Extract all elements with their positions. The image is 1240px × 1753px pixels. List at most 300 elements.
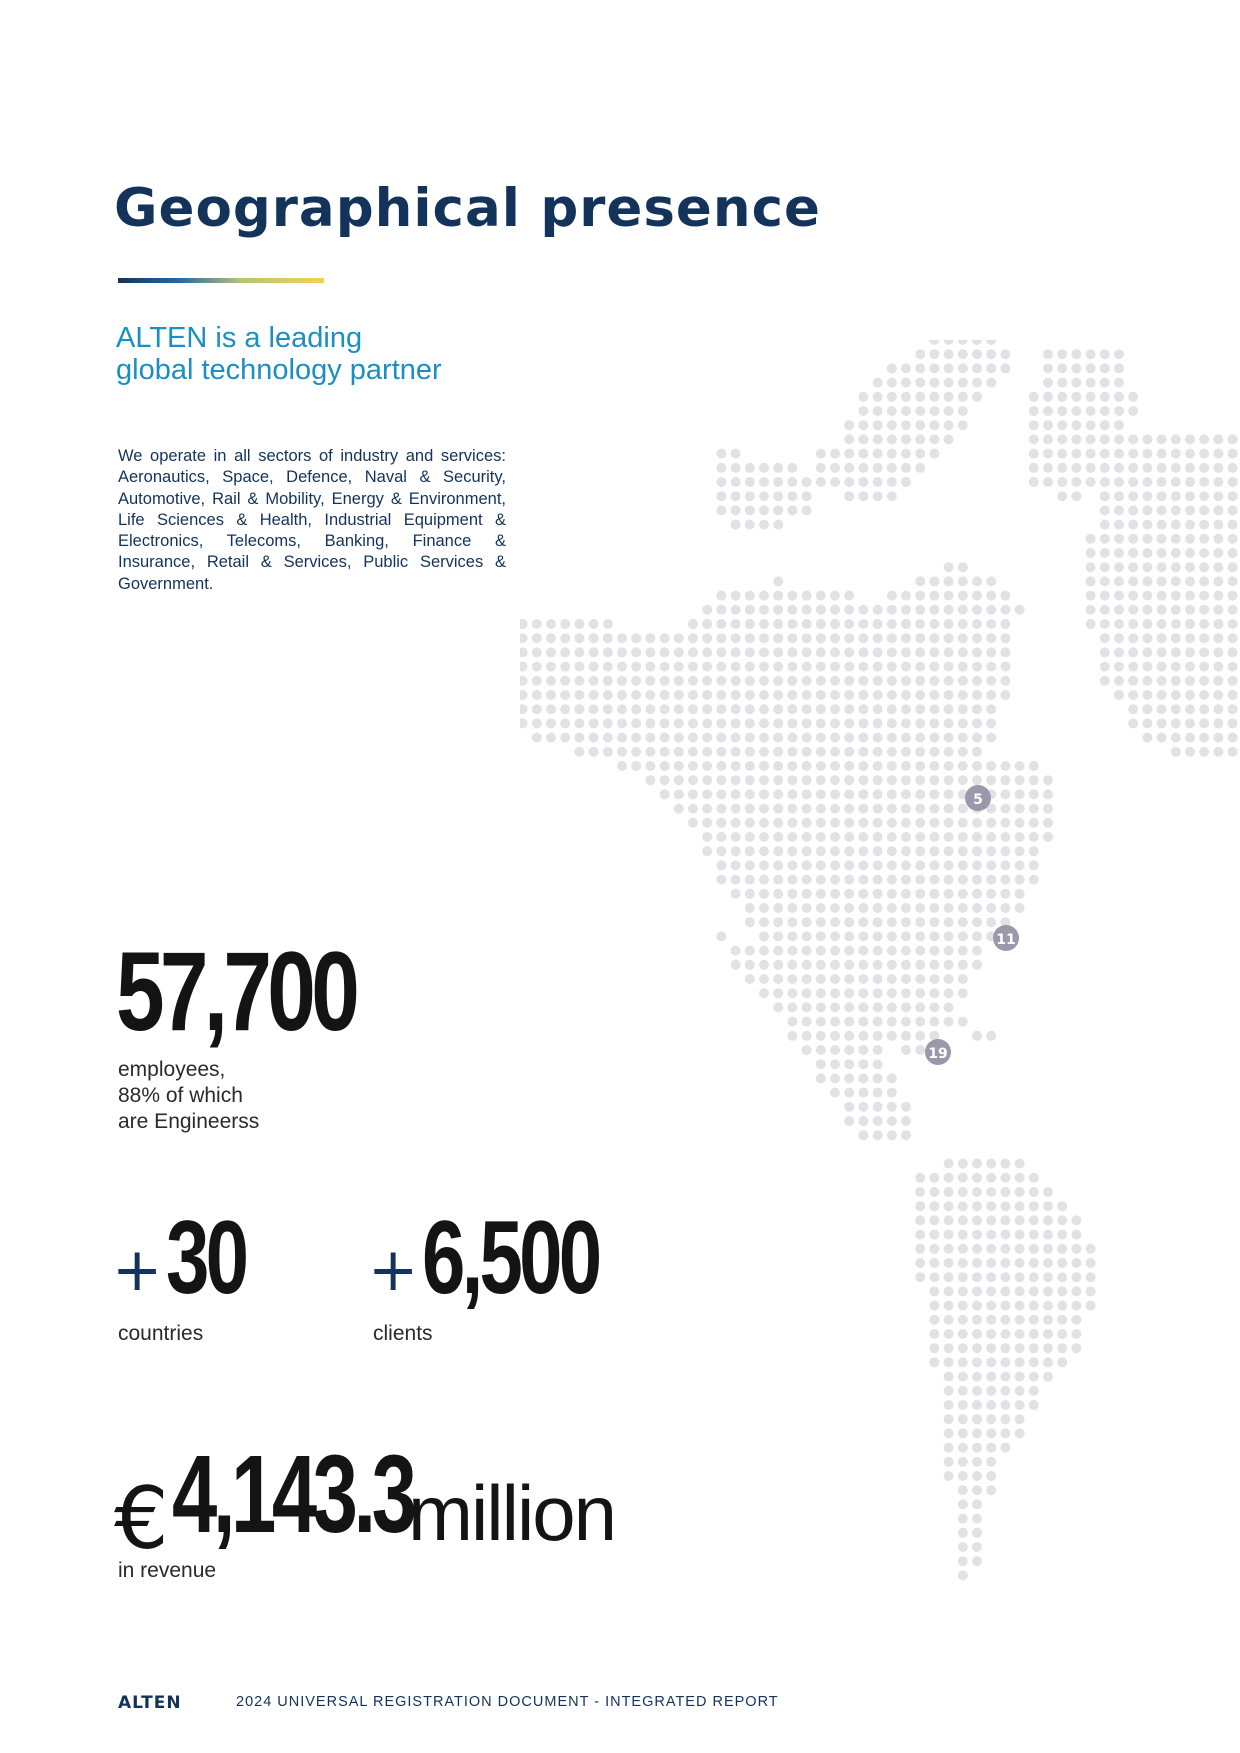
map-dot	[1157, 662, 1167, 672]
map-dot	[816, 1045, 826, 1055]
map-dot	[858, 690, 868, 700]
map-dot	[830, 733, 840, 743]
map-dot	[986, 1272, 996, 1282]
map-dot	[802, 491, 812, 501]
map-dot	[929, 340, 939, 345]
map-dot	[1171, 434, 1181, 444]
map-dot	[901, 406, 911, 416]
map-dot	[944, 1017, 954, 1027]
map-dot	[802, 761, 812, 771]
map-dot	[1228, 477, 1238, 487]
alten-logo: ALTEN	[118, 1693, 182, 1713]
map-dot	[830, 832, 840, 842]
map-dot	[958, 1556, 968, 1566]
map-dot	[887, 1130, 897, 1140]
map-dot	[631, 633, 641, 643]
map-dot	[901, 988, 911, 998]
map-dot	[887, 804, 897, 814]
map-dot	[929, 1002, 939, 1012]
map-dot	[1128, 548, 1138, 558]
map-dot	[830, 761, 840, 771]
map-dot	[631, 662, 641, 672]
map-dot	[1029, 1230, 1039, 1240]
map-dot	[986, 1286, 996, 1296]
map-dot	[944, 747, 954, 757]
map-dot	[1157, 605, 1167, 615]
map-dot	[972, 392, 982, 402]
map-dot	[716, 662, 726, 672]
map-dot	[830, 676, 840, 686]
map-dot	[958, 1329, 968, 1339]
map-dot	[830, 1017, 840, 1027]
map-dot	[532, 676, 542, 686]
map-dot	[520, 676, 528, 686]
map-dot	[520, 633, 528, 643]
map-dot	[1142, 605, 1152, 615]
map-dot	[858, 846, 868, 856]
map-dot	[887, 406, 897, 416]
map-dot	[915, 960, 925, 970]
map-dot	[887, 974, 897, 984]
map-dot	[1171, 733, 1181, 743]
map-dot	[873, 917, 883, 927]
map-dot	[1000, 789, 1010, 799]
map-dot	[958, 1471, 968, 1481]
map-dot	[929, 1201, 939, 1211]
map-dot	[1142, 477, 1152, 487]
map-dot	[887, 420, 897, 430]
map-dot	[873, 789, 883, 799]
map-dot	[1228, 434, 1238, 444]
map-dot	[603, 733, 613, 743]
map-dot	[645, 662, 655, 672]
map-dot	[802, 591, 812, 601]
map-dot	[702, 690, 712, 700]
map-dot	[986, 1301, 996, 1311]
map-dot	[944, 1414, 954, 1424]
map-dot	[1128, 434, 1138, 444]
map-dot	[1086, 363, 1096, 373]
map-dot	[986, 1244, 996, 1254]
map-dot	[887, 491, 897, 501]
map-dot	[1043, 477, 1053, 487]
map-dot	[972, 846, 982, 856]
map-dot	[986, 718, 996, 728]
map-dot	[546, 647, 556, 657]
map-dot	[1029, 1386, 1039, 1396]
map-dot	[787, 775, 797, 785]
map-dot	[958, 562, 968, 572]
map-dot	[589, 647, 599, 657]
map-dot	[787, 676, 797, 686]
map-dot	[731, 860, 741, 870]
map-dot	[929, 1215, 939, 1225]
map-dot	[944, 647, 954, 657]
map-dot	[1185, 576, 1195, 586]
map-dot	[873, 761, 883, 771]
map-dot	[858, 860, 868, 870]
map-dot	[1043, 1244, 1053, 1254]
map-dot	[1199, 676, 1209, 686]
map-dot	[972, 889, 982, 899]
map-dot	[802, 903, 812, 913]
map-dot	[745, 889, 755, 899]
map-dot	[589, 619, 599, 629]
map-dot	[887, 1002, 897, 1012]
map-dot	[1086, 1258, 1096, 1268]
map-dot	[887, 463, 897, 473]
map-dot	[731, 733, 741, 743]
map-dot	[844, 662, 854, 672]
map-dot	[1228, 647, 1238, 657]
map-dot	[830, 1059, 840, 1069]
map-dot	[972, 860, 982, 870]
map-dot	[1071, 1315, 1081, 1325]
map-dot	[944, 761, 954, 771]
map-dot	[1086, 406, 1096, 416]
map-dot	[972, 1428, 982, 1438]
map-dot	[915, 349, 925, 359]
map-dot	[716, 931, 726, 941]
map-dot	[901, 875, 911, 885]
map-dot	[532, 733, 542, 743]
map-dot	[944, 1187, 954, 1197]
map-dots	[520, 340, 1238, 1580]
map-dot	[1185, 662, 1195, 672]
map-dot	[532, 718, 542, 728]
map-dot	[645, 690, 655, 700]
map-dot	[944, 340, 954, 345]
map-dot	[645, 676, 655, 686]
map-dot	[915, 449, 925, 459]
map-dot	[1000, 1315, 1010, 1325]
map-dot	[830, 463, 840, 473]
map-dot	[731, 633, 741, 643]
map-dot	[1043, 1343, 1053, 1353]
map-dot	[1228, 520, 1238, 530]
map-dot	[972, 832, 982, 842]
map-dot	[617, 690, 627, 700]
map-dot	[816, 619, 826, 629]
map-dot	[986, 1414, 996, 1424]
map-dot	[702, 818, 712, 828]
map-dot	[1114, 633, 1124, 643]
map-dot	[873, 1130, 883, 1140]
map-dot	[1043, 1230, 1053, 1240]
map-dot	[787, 619, 797, 629]
map-dot	[944, 846, 954, 856]
map-dot	[972, 647, 982, 657]
map-dot	[1185, 690, 1195, 700]
map-dot	[1000, 761, 1010, 771]
map-dot	[745, 761, 755, 771]
map-dot	[716, 619, 726, 629]
map-dot	[901, 818, 911, 828]
map-dot	[1185, 477, 1195, 487]
map-dot	[787, 477, 797, 487]
map-dot	[958, 733, 968, 743]
map-dot	[1128, 605, 1138, 615]
map-dot	[1142, 676, 1152, 686]
map-dot	[802, 889, 812, 899]
map-dot	[858, 619, 868, 629]
map-dot	[929, 1343, 939, 1353]
map-dot	[929, 690, 939, 700]
map-dot	[1029, 1244, 1039, 1254]
map-dot	[589, 747, 599, 757]
map-dot	[1043, 378, 1053, 388]
map-dot	[915, 875, 925, 885]
map-dot	[830, 449, 840, 459]
map-dot	[972, 1201, 982, 1211]
map-dot	[787, 690, 797, 700]
map-dot	[745, 633, 755, 643]
map-dot	[1057, 1315, 1067, 1325]
map-dot	[972, 1443, 982, 1453]
map-dot	[660, 662, 670, 672]
map-dot	[1128, 576, 1138, 586]
map-dot	[1213, 463, 1223, 473]
map-dot	[1000, 1272, 1010, 1282]
map-dot	[844, 747, 854, 757]
map-dot	[1128, 392, 1138, 402]
map-dot	[986, 1215, 996, 1225]
map-dot	[1071, 1215, 1081, 1225]
map-dot	[1185, 534, 1195, 544]
map-dot	[1228, 690, 1238, 700]
map-dot	[1157, 647, 1167, 657]
map-dot	[787, 591, 797, 601]
map-dot	[944, 832, 954, 842]
map-dot	[958, 1017, 968, 1027]
map-dot	[1199, 477, 1209, 487]
map-dot	[1057, 1201, 1067, 1211]
map-dot	[944, 1443, 954, 1453]
map-dot	[716, 747, 726, 757]
map-dot	[816, 605, 826, 615]
map-dot	[929, 619, 939, 629]
map-dot	[830, 747, 840, 757]
map-dot	[873, 974, 883, 984]
map-dot	[944, 363, 954, 373]
map-dot	[944, 718, 954, 728]
map-dot	[986, 1258, 996, 1268]
map-dot	[873, 804, 883, 814]
map-dot	[1213, 662, 1223, 672]
map-dot	[972, 946, 982, 956]
map-dot	[929, 1272, 939, 1282]
map-dot	[1000, 633, 1010, 643]
map-dot	[901, 775, 911, 785]
map-dot	[617, 676, 627, 686]
map-dot	[1000, 619, 1010, 629]
map-dot	[1213, 747, 1223, 757]
map-dot	[830, 960, 840, 970]
map-dot	[1043, 804, 1053, 814]
map-dot	[901, 434, 911, 444]
map-dot	[688, 775, 698, 785]
map-dot	[1043, 1357, 1053, 1367]
map-dot	[1142, 534, 1152, 544]
map-dot	[759, 846, 769, 856]
map-dot	[1114, 548, 1124, 558]
map-dot	[716, 704, 726, 714]
map-dot	[560, 633, 570, 643]
map-dot	[787, 633, 797, 643]
map-dot	[944, 662, 954, 672]
map-dot	[1071, 349, 1081, 359]
map-dot	[1100, 392, 1110, 402]
map-dot	[1128, 406, 1138, 416]
map-dot	[1043, 1258, 1053, 1268]
map-dot	[958, 1230, 968, 1240]
map-dot	[958, 633, 968, 643]
map-dot	[1057, 378, 1067, 388]
map-dot	[645, 633, 655, 643]
map-dot	[958, 1343, 968, 1353]
map-dot	[1228, 747, 1238, 757]
map-dot	[915, 463, 925, 473]
map-dot	[1213, 576, 1223, 586]
map-dot	[802, 690, 812, 700]
map-dot	[816, 662, 826, 672]
map-dot	[589, 676, 599, 686]
map-dot	[1171, 747, 1181, 757]
map-dot	[759, 605, 769, 615]
employees-label-line-1: employees,	[118, 1058, 226, 1081]
map-dot	[731, 747, 741, 757]
map-dot	[958, 591, 968, 601]
map-dot	[745, 676, 755, 686]
map-dot	[1000, 1201, 1010, 1211]
map-dot	[1015, 1329, 1025, 1339]
map-dot	[759, 775, 769, 785]
map-dot	[887, 818, 897, 828]
map-dot	[1100, 633, 1110, 643]
map-dot	[1015, 775, 1025, 785]
map-dot	[574, 747, 584, 757]
map-dot	[1000, 1215, 1010, 1225]
map-dot	[1043, 1301, 1053, 1311]
map-dot	[787, 747, 797, 757]
map-dot	[759, 832, 769, 842]
map-dot	[972, 1386, 982, 1396]
map-dot	[830, 704, 840, 714]
map-dot	[887, 378, 897, 388]
map-dot	[1157, 591, 1167, 601]
map-dot	[787, 505, 797, 515]
map-dot	[1043, 1187, 1053, 1197]
map-dot	[1157, 548, 1167, 558]
clients-label: clients	[373, 1322, 433, 1345]
map-dot	[901, 463, 911, 473]
map-dot	[731, 491, 741, 501]
map-dot	[1043, 349, 1053, 359]
map-dot	[986, 1485, 996, 1495]
map-dot	[1128, 718, 1138, 728]
map-dot	[1043, 392, 1053, 402]
map-dot	[745, 960, 755, 970]
countries-plus-sign: +	[112, 1235, 163, 1305]
map-dot	[929, 860, 939, 870]
map-dot	[1228, 534, 1238, 544]
map-dot	[1015, 1187, 1025, 1197]
map-dot	[773, 733, 783, 743]
map-dot	[858, 832, 868, 842]
map-dot	[745, 804, 755, 814]
map-dot	[958, 1443, 968, 1453]
map-dot	[972, 1215, 982, 1225]
map-dot	[731, 889, 741, 899]
map-dot	[986, 818, 996, 828]
map-dot	[1213, 647, 1223, 657]
map-dot	[858, 449, 868, 459]
map-dot	[1213, 491, 1223, 501]
map-dot	[958, 1215, 968, 1225]
map-dot	[901, 605, 911, 615]
map-dot	[915, 917, 925, 927]
map-dot	[915, 363, 925, 373]
map-dot	[787, 662, 797, 672]
map-dot	[1086, 463, 1096, 473]
map-dot	[944, 1428, 954, 1438]
map-dot	[1199, 733, 1209, 743]
map-dot	[1071, 406, 1081, 416]
map-dot	[1000, 1258, 1010, 1268]
map-dot	[958, 747, 968, 757]
map-marker-canada	[965, 785, 991, 811]
map-dot	[830, 946, 840, 956]
map-dot	[745, 860, 755, 870]
map-dot	[986, 1357, 996, 1367]
map-dot	[1015, 1386, 1025, 1396]
map-dot	[844, 676, 854, 686]
map-dot	[972, 378, 982, 388]
map-dot	[1171, 548, 1181, 558]
map-dot	[887, 733, 897, 743]
map-dot	[858, 662, 868, 672]
map-dot	[873, 477, 883, 487]
map-dot	[915, 619, 925, 629]
map-dot	[915, 1031, 925, 1041]
map-dot	[1000, 846, 1010, 856]
map-dot	[972, 1329, 982, 1339]
map-dot	[929, 704, 939, 714]
map-dot	[873, 647, 883, 657]
map-dot	[873, 1002, 883, 1012]
map-dot	[603, 647, 613, 657]
map-dot	[944, 576, 954, 586]
map-dot	[873, 406, 883, 416]
map-dot	[1043, 406, 1053, 416]
map-dot	[858, 704, 868, 714]
map-dot	[873, 733, 883, 743]
map-dot	[802, 718, 812, 728]
map-dot	[1015, 804, 1025, 814]
map-dot	[887, 591, 897, 601]
map-dot	[858, 1045, 868, 1055]
map-dot	[688, 804, 698, 814]
map-dot	[802, 931, 812, 941]
map-dot	[731, 690, 741, 700]
map-dot	[1114, 420, 1124, 430]
map-dot	[858, 761, 868, 771]
map-dot	[958, 889, 968, 899]
map-dot	[944, 1357, 954, 1367]
map-dot	[702, 733, 712, 743]
map-dot	[574, 676, 584, 686]
map-dot	[1086, 534, 1096, 544]
